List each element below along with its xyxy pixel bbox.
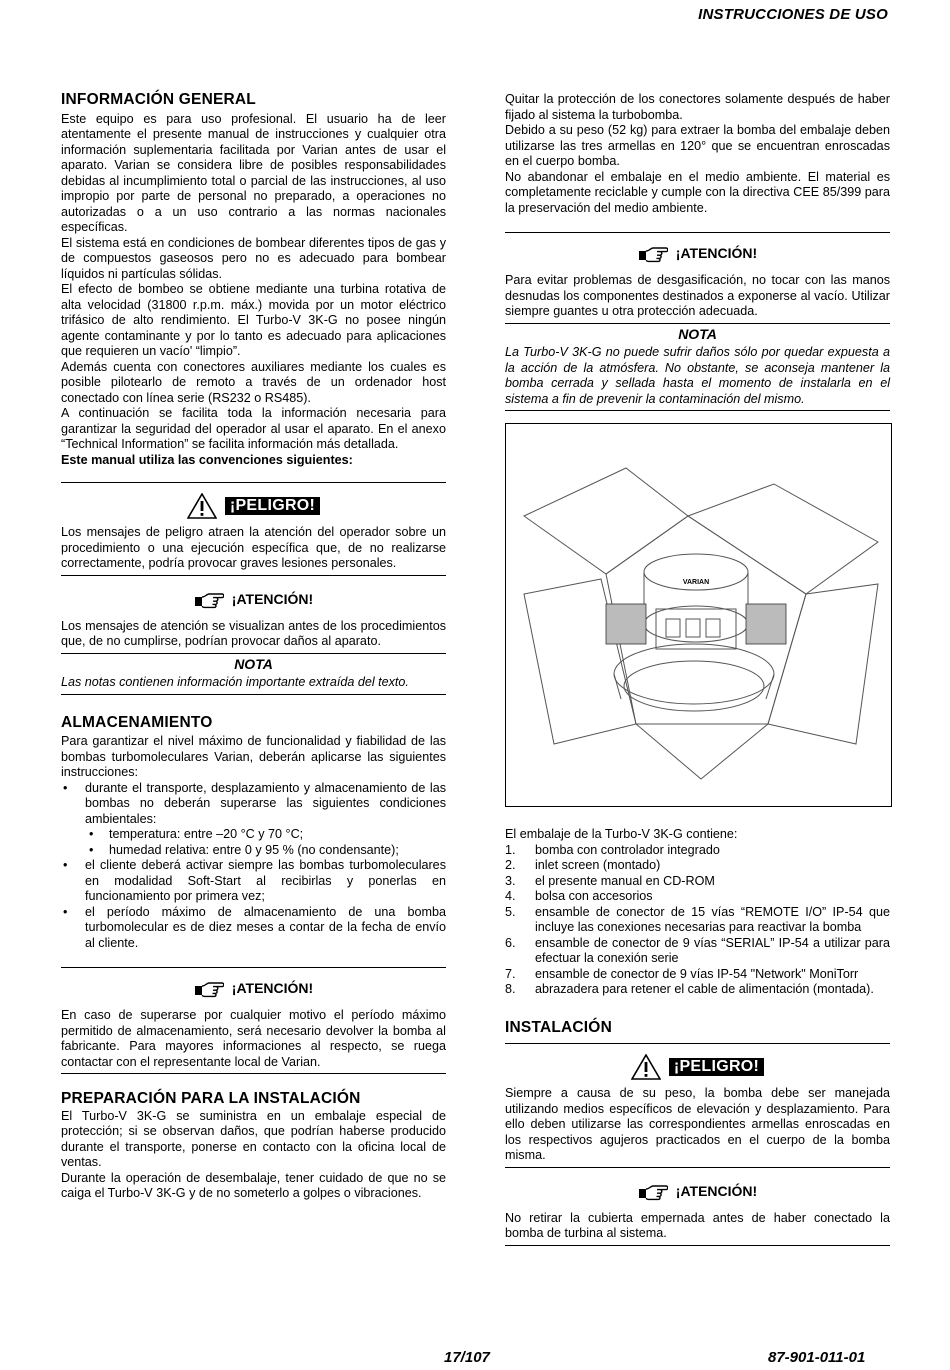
paragraph: A continuación se facilita toda la información necesaria para garantizar la seguridad del operador al usar el aparato. En el anexo “Technical Information” se facilita información más detallada. — [61, 406, 446, 451]
right-column — [505, 92, 890, 1246]
paragraph: Quitar la protección de los conectores solamente después de haber fijado al sistema la turbobomba. — [505, 92, 890, 122]
danger-box — [505, 1052, 890, 1168]
attention-label: ¡ATENCIÓN! — [231, 980, 314, 997]
attention-box — [61, 585, 446, 654]
paragraph: El sistema está en condiciones de bombear diferentes tipos de gas y de compuestos gaseosos pero no es adecuado para bombear líquidos ni partículas sólidas. — [61, 235, 446, 281]
list-text: ensamble de conector de 9 vías IP-54 "Network" MoniTorr — [535, 966, 859, 981]
page-number: 17/107 — [444, 1349, 490, 1366]
contents-intro: El embalaje de la Turbo-V 3K-G contiene: — [505, 827, 738, 841]
attention-text: Los mensajes de atención se visualizan antes de los procedimientos que, de no cumplirse, podrían provocar daños al aparato. — [61, 618, 446, 648]
warning-triangle-icon — [631, 1054, 661, 1080]
conventions-intro: Este manual utiliza las convenciones siguientes: — [61, 452, 353, 467]
section-title-general: INFORMACIÓN GENERAL — [61, 91, 256, 108]
list-number: 8. — [505, 982, 516, 996]
paragraph: El Turbo-V 3K-G se suministra en un embalaje especial de protección; si se observan daños, que podrían haberse producido durante el transporte, ponerse en contacto con la oficina local de ventas. — [61, 1108, 446, 1169]
list-item — [505, 842, 890, 859]
list-number: 5. — [505, 904, 516, 919]
list-number: 2. — [505, 858, 516, 872]
list-item — [505, 889, 890, 905]
divider — [505, 232, 890, 233]
left-column — [61, 92, 446, 1202]
divider — [61, 967, 446, 968]
danger-box — [61, 491, 446, 576]
list-number: 1. — [505, 842, 516, 857]
list-item: • temperatura: entre –20 °C y 70 °C; — [109, 827, 446, 843]
divider — [505, 1043, 890, 1044]
danger-text: Siempre a causa de su peso, la bomba debe ser manejada utilizando medios específicos de elevación y desplazamiento. Para ello deben utilizarse las correspondientes armellas enroscadas en los respectivos agujeros practicados en el cuerpo de la bomba misma. — [505, 1086, 890, 1162]
list-item — [505, 904, 890, 936]
list-text: ensamble de conector de 9 vías “SERIAL” IP-54 a utilizar para efectuar la conexión serie — [535, 935, 890, 965]
list-item: • el período máximo de almacenamiento de una bomba turbomolecular es de diez meses a contar de la fecha de envío al cliente. — [85, 905, 446, 952]
paragraph: Este equipo es para uso profesional. El usuario ha de leer atentamente el presente manual de instrucciones y cualquier otra información suplementaria facilitada por Varian antes de usar el aparato. Varian se considera libre de posibles responsabilidades debidas al incumplimiento total o parcial de las instrucciones, al uso impropio por parte de personal no preparado, a operaciones no autorizadas o a un uso contrario a las normas nacionales específicas. — [61, 111, 446, 234]
figure-brand: VARIAN — [682, 579, 710, 586]
list-item — [505, 858, 890, 874]
list-number: 6. — [505, 935, 516, 950]
list-item: • el cliente deberá activar siempre las bombas turbomoleculares en modalidad Soft-Start al recibirlas y ponerlas en funcionamiento por primera vez; — [85, 858, 446, 905]
list-text: inlet screen (montado) — [535, 858, 661, 872]
divider — [61, 482, 446, 483]
attention-label: ¡ATENCIÓN! — [675, 1182, 758, 1199]
attention-label: ¡ATENCIÓN! — [675, 245, 758, 262]
attention-text: En caso de superarse por cualquier motivo el período máximo permitido de almacenamiento, será necesario devolver la bomba al fabricante. Para mayores informaciones al respecto, se ruega contactar con el representante local de Varian. — [61, 1008, 446, 1069]
danger-text: Los mensajes de peligro atraen la atención del operador sobre un procedimiento o una ejecución específica que, de no realizarse correctamente, podría provocar graves lesiones personales. — [61, 525, 446, 570]
paragraph: No abandonar el embalaje en el medio ambiente. El material es completamente reciclable y cumple con la directiva CEE 85/399 para la preservación del medio ambiente. — [505, 169, 890, 215]
attention-box — [61, 974, 446, 1074]
list-item: • durante el transporte, desplazamiento y almacenamiento de las bombas no deberán superarse las siguientes condiciones ambientales: • temperatura: entre –20 °C y 70 °C; • humedad relativa: entre 0 y 95 % (no condensante); — [85, 781, 446, 859]
note-text: La Turbo-V 3K-G no puede sufrir daños sólo por quedar expuesta a la acción de la atmósfera. No obstante, se aconseja mantener la bomba cerrada y sellada hasta el momento de instalarla en el sistema a fin de prevenir la contaminación del mismo. — [505, 345, 890, 406]
list-item — [505, 982, 890, 998]
list-text: ensamble de conector de 15 vías “REMOTE I/O” IP-54 que incluye las conexiones necesarias para reactivar la bomba — [535, 904, 890, 934]
attention-box — [505, 1177, 890, 1246]
list-number: 7. — [505, 966, 516, 981]
list-item — [505, 935, 890, 967]
danger-label: ¡PELIGRO! — [225, 497, 320, 515]
note-box — [505, 327, 890, 412]
warning-triangle-icon — [187, 493, 217, 519]
pointing-hand-icon — [194, 591, 224, 609]
header-title: INSTRUCCIONES DE USO — [698, 6, 888, 23]
paragraph: Debido a su peso (52 kg) para extraer la bomba del embalaje deben utilizarse las tres armellas en 120° que se encuentran enroscadas en el cuerpo bomba. — [505, 123, 890, 168]
list-text: el presente manual en CD-ROM — [535, 873, 715, 888]
list-text: bomba con controlador integrado — [535, 842, 720, 857]
note-text: Las notas contienen información importante extraída del texto. — [61, 675, 409, 689]
paragraph: Además cuenta con conectores auxiliares mediante los cuales es posible pilotearlo de remoto a través de un ordenador host conectado con línea serie (RS232 o RS485). — [61, 359, 446, 405]
storage-list — [61, 781, 446, 952]
note-box — [61, 657, 446, 695]
paragraph: El efecto de bombeo se obtiene mediante una turbina rotativa de alta velocidad (31800 r.p.m. máx.) movida por un motor eléctrico trifásico de alto rendimiento. El Turbo-V 3K-G no posee ningún agente contaminante y por lo tanto es adecuado para aplicaciones que requieren un vacío' “limpio”. — [61, 282, 446, 358]
list-item — [505, 966, 890, 983]
note-label: NOTA — [678, 325, 717, 342]
section-title-installation: INSTALACIÓN — [505, 1018, 612, 1036]
note-label: NOTA — [234, 655, 273, 672]
attention-text: Para evitar problemas de desgasificación, no tocar con las manos desnudas los componentes destinados a exponerse al vacío. Utilizar siempre guantes u otra protección adecuada. — [505, 273, 890, 318]
attention-label: ¡ATENCIÓN! — [231, 590, 314, 607]
list-number: 3. — [505, 873, 516, 888]
list-text: abrazadera para retener el cable de alimentación (montada). — [535, 982, 874, 996]
list-item — [505, 873, 890, 890]
attention-box — [505, 239, 890, 324]
list-text: bolsa con accesorios — [535, 889, 653, 903]
pointing-hand-icon — [638, 245, 668, 263]
contents-list — [505, 843, 890, 998]
section-title-storage: ALMACENAMIENTO — [61, 713, 213, 731]
attention-text: No retirar la cubierta empernada antes de haber conectado la bomba de turbina al sistema. — [505, 1210, 890, 1240]
pump-in-box-illustration — [506, 424, 891, 806]
sub-list — [85, 827, 446, 858]
pointing-hand-icon — [194, 980, 224, 998]
paragraph: Durante la operación de desembalaje, tener cuidado de que no se caiga el Turbo-V 3K-G y de no someterlo a golpes o vibraciones. — [61, 1170, 446, 1200]
section-title-preparation: PREPARACIÓN PARA LA INSTALACIÓN — [61, 1090, 361, 1107]
danger-label: ¡PELIGRO! — [669, 1058, 764, 1076]
document-code: 87-901-011-01 — [768, 1349, 866, 1366]
list-item: • humedad relativa: entre 0 y 95 % (no condensante); — [109, 843, 446, 859]
list-number: 4. — [505, 889, 516, 903]
pointing-hand-icon — [638, 1183, 668, 1201]
packaging-figure — [505, 423, 892, 807]
paragraph: Para garantizar el nivel máximo de funcionalidad y fiabilidad de las bombas turbomoleculares Varian, deberán aplicarse las siguientes instrucciones: — [61, 734, 446, 779]
